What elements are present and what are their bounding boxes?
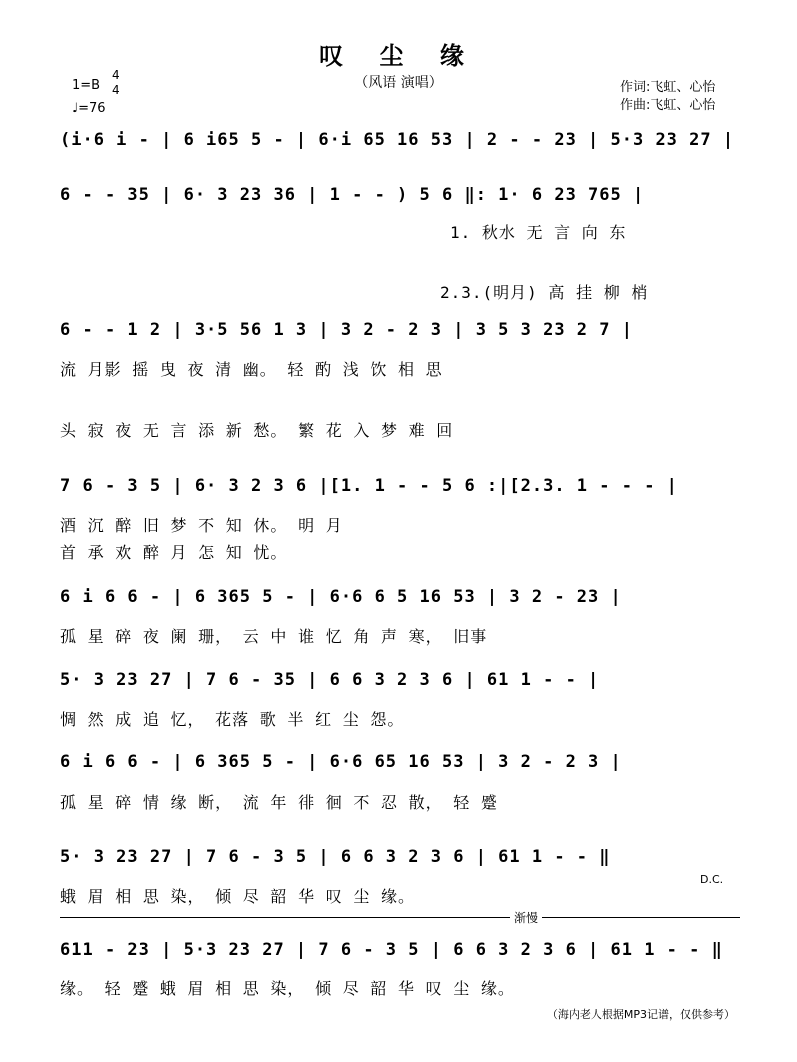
transcription-note: （海内老人根据MP3记谱，仅供参考） <box>546 1008 735 1021</box>
lyric-line: 缘。 轻 蹙 蛾 眉 相 思 染， 倾 尽 韶 华 叹 尘 缘。 <box>60 979 515 998</box>
score-row-9: 611 - 23 | 5·3 23 27 | 7 6 - 3 5 | 6 6 3 2 3 6 | 61 1 - - ‖ <box>60 940 723 960</box>
ritardando-mark: 渐慢 <box>510 909 542 926</box>
score-row-2: 6 - - 35 | 6· 3 23 36 | 1 - - ) 5 6 ‖: 1· 6 23 765 | <box>60 185 645 205</box>
meter-bottom: 4 <box>112 83 120 97</box>
ritardando-line <box>60 917 740 918</box>
score-row-3: 6 - - 1 2 | 3·5 56 1 3 | 3 2 - 2 3 | 3 5 3 23 2 7 | <box>60 320 633 340</box>
lyric-line: 1. 秋水 无 言 向 东 <box>450 223 627 242</box>
score-row-1: (i·6 i - | 6 i65 5 - | 6·i 65 16 53 | 2 - - 23 | 5·3 23 27 | <box>60 130 735 150</box>
time-signature <box>112 68 120 98</box>
meter-top: 4 <box>112 68 120 82</box>
composer-credit: 作曲:飞虹、心怡 <box>620 98 716 113</box>
lyric-line: 酒 沉 醉 旧 梦 不 知 休。 明 月 <box>60 516 343 535</box>
score-row-6: 5· 3 23 27 | 7 6 - 35 | 6 6 3 2 3 6 | 61 1 - - | <box>60 670 600 690</box>
lyricist-credit: 作词:飞虹、心怡 <box>620 80 716 95</box>
score-row-4: 7 6 - 3 5 | 6· 3 2 3 6 |[1. 1 - - 5 6 :|[2.3. 1 - - - | <box>60 476 678 496</box>
lyric-line: 流 月影 摇 曳 夜 清 幽。 轻 酌 浅 饮 相 思 <box>60 360 443 379</box>
lyric-line: 孤 星 碎 夜 阑 珊， 云 中 谁 忆 角 声 寒， 旧事 <box>60 627 488 646</box>
score-row-5: 6 i 6 6 - | 6 365 5 - | 6·6 6 5 16 53 | 3 2 - 23 | <box>60 587 622 607</box>
lyric-line: 惆 然 成 追 忆， 花落 歌 半 红 尘 怨。 <box>60 710 405 729</box>
lyric-line: 头 寂 夜 无 言 添 新 愁。 繁 花 入 梦 难 回 <box>60 421 454 440</box>
score-row-7: 6 i 6 6 - | 6 365 5 - | 6·6 65 16 53 | 3 2 - 2 3 | <box>60 752 622 772</box>
dc-mark: D.C. <box>700 873 724 886</box>
score-row-8: 5· 3 23 27 | 7 6 - 3 5 | 6 6 3 2 3 6 | 61 1 - - ‖ <box>60 847 611 867</box>
page-title: 叹 尘 缘 <box>319 41 478 70</box>
key-signature: 1=B <box>72 78 101 93</box>
lyric-line: 2.3.(明月) 高 挂 柳 梢 <box>440 283 649 302</box>
lyric-line: 蛾 眉 相 思 染， 倾 尽 韶 华 叹 尘 缘。 <box>60 887 415 906</box>
lyric-line: 孤 星 碎 情 缘 断， 流 年 徘 徊 不 忍 散， 轻 蹙 <box>60 793 498 812</box>
tempo-mark: ♩=76 <box>72 101 106 116</box>
lyric-line: 首 承 欢 醉 月 怎 知 忧。 <box>60 543 288 562</box>
page-subtitle: （风语 演唱） <box>354 75 443 91</box>
